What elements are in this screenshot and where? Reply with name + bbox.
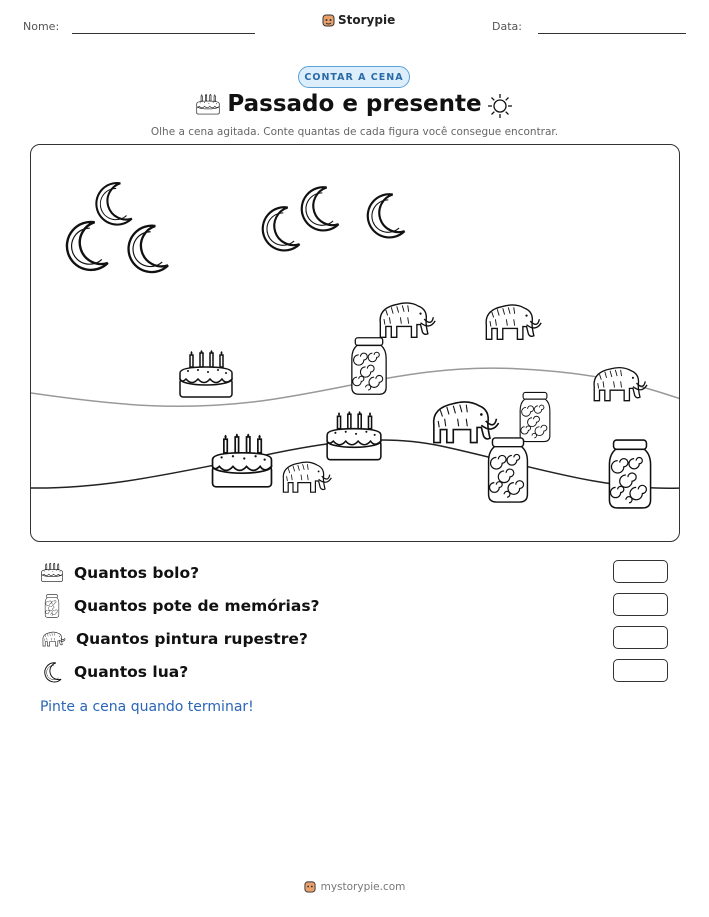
- instructions: Olhe a cena agitada. Conte quantas de cada figura você consegue encontrar.: [150, 126, 559, 138]
- question-text: Quantos pintura rupestre?: [76, 630, 308, 648]
- question-row-jar: [40, 594, 320, 618]
- memory-jar-figure: [609, 440, 650, 508]
- moon-icon: [40, 660, 64, 684]
- moon-figure: [368, 194, 405, 237]
- storypie-mascot-icon: [322, 13, 335, 27]
- cake-icon: [40, 562, 64, 584]
- answer-box-jar[interactable]: [613, 593, 668, 616]
- moon-figure: [96, 183, 131, 225]
- name-line[interactable]: [72, 33, 255, 34]
- memory-jar-icon: [40, 594, 64, 618]
- name-label: Nome:: [23, 20, 60, 33]
- moon-figure: [263, 207, 300, 250]
- moon-figure: [129, 226, 168, 272]
- mammoth-figure: [486, 305, 541, 339]
- cake-figure: [327, 411, 381, 460]
- question-row-moon: [40, 660, 188, 684]
- memory-jar-figure: [352, 338, 386, 395]
- footer: [0, 880, 709, 893]
- finish-instruction: Pinte a cena quando terminar!: [40, 699, 254, 715]
- brand-name: Storypie: [338, 13, 396, 27]
- question-row-cake: [40, 561, 199, 585]
- scene-panel: [30, 144, 680, 542]
- question-text: Quantos bolo?: [74, 564, 200, 582]
- question-text: Quantos lua?: [74, 663, 189, 681]
- answer-box-cake[interactable]: [613, 560, 668, 583]
- cake-figure: [180, 350, 232, 397]
- mammoth-icon: [40, 629, 66, 649]
- date-label: Data:: [492, 20, 522, 33]
- memory-jar-figure: [489, 438, 528, 502]
- sun-icon: [487, 93, 513, 119]
- moon-figure: [302, 187, 339, 230]
- mammoth-figure: [380, 303, 435, 337]
- moon-figure: [67, 222, 108, 270]
- footer-url[interactable]: mystorypie.com: [320, 880, 406, 893]
- storypie-mascot-icon: [304, 880, 316, 893]
- question-row-mammoth: [40, 627, 308, 651]
- mammoth-figure: [283, 462, 331, 492]
- page-title: Passado e presente: [227, 91, 482, 117]
- mammoth-figure: [594, 368, 647, 401]
- mammoth-figure: [434, 402, 499, 443]
- activity-badge: CONTAR A CENA: [298, 66, 410, 88]
- brand-logo: [322, 13, 395, 27]
- question-text: Quantos pote de memórias?: [74, 597, 320, 615]
- scene-illustration: [31, 145, 680, 542]
- memory-jar-figure: [520, 392, 550, 441]
- cake-figure: [213, 434, 272, 487]
- answer-box-moon[interactable]: [613, 659, 668, 682]
- answer-box-mammoth[interactable]: [613, 626, 668, 649]
- date-line[interactable]: [538, 33, 686, 34]
